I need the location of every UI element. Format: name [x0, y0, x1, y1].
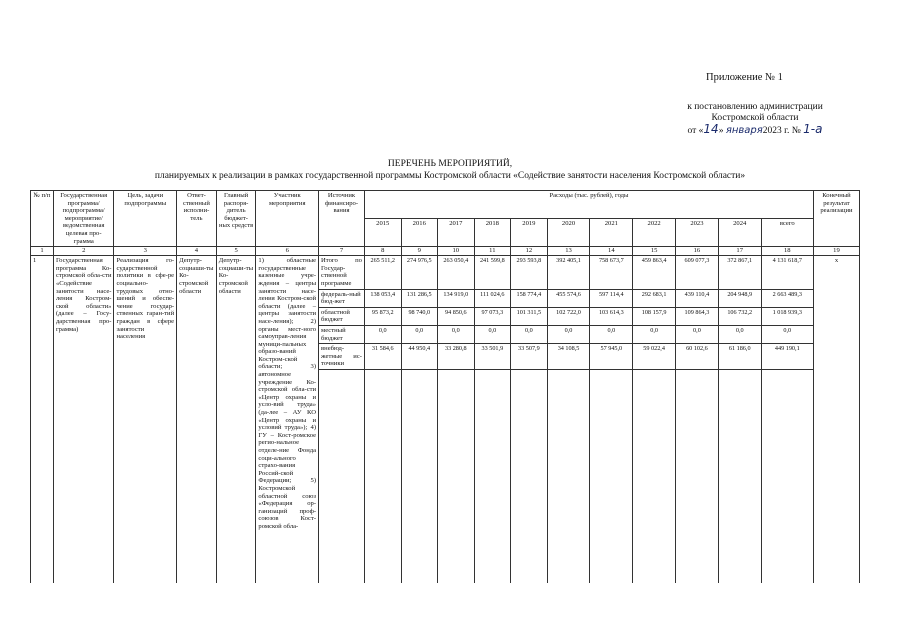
funding-value: 0,0: [511, 325, 548, 343]
header-year: 2016: [401, 219, 438, 247]
empty-cell: [633, 369, 676, 583]
funding-total: 4 131 618,7: [761, 256, 813, 289]
header-year: 2019: [511, 219, 548, 247]
ref-date-line: [680, 124, 830, 137]
decree-reference: [680, 102, 830, 137]
header-goal: Цель, задачи подпрограммы: [114, 191, 177, 247]
ref-line-1: к постановлению администрации: [687, 102, 823, 112]
funding-value: 31 584,6: [364, 344, 401, 370]
funding-value: 265 511,2: [364, 256, 401, 289]
col-number: 15: [633, 247, 676, 256]
col-number: 13: [547, 247, 590, 256]
ref-line-2: Костромской области: [711, 113, 799, 123]
row-participant: 1) областные государственные казенные учре-ждения – центры занятости насе-ления Костром-ской области (далее – центры занятости насе-ления); 2) органы мест-ного самоуправ-ления муници-пальных образо-ваний Костром-ской области; 3) автономное учреждение Ко-стромской обла-сти «Центр охраны и усло-вий труда» (да-лее – АУ КО «Центр охраны и условий труда»); 4) ГУ – Кост-ромское регио-нальное отделе-ние Фонда соци-ального страхо-вания Россий-ской Федерации; 5) Костромской областной союз «Федерация ор-ганизаций проф-союзов Кост-ромской обла-: [256, 256, 319, 583]
row-no: 1: [31, 256, 54, 583]
header-expenses: Расходы (тыс. рублей), годы: [364, 191, 813, 219]
funding-value: 0,0: [718, 325, 761, 343]
title-line-2: планируемых к реализации в рамках государственной программы Костромской области «Содействие занятости населения Костромской области»: [154, 171, 746, 181]
funding-value: 241 599,8: [474, 256, 511, 289]
funding-value: 57 945,0: [590, 344, 633, 370]
col-number: 18: [761, 247, 813, 256]
header-executor: Ответ-ственный исполни-тель: [177, 191, 217, 247]
funding-value: 60 102,6: [676, 344, 719, 370]
funding-value: 59 022,4: [633, 344, 676, 370]
funding-value: 292 683,1: [633, 289, 676, 307]
document-title: [0, 158, 900, 182]
measures-table: [30, 190, 860, 583]
col-number: 3: [114, 247, 177, 256]
empty-cell: [319, 369, 365, 583]
funding-value: 758 673,7: [590, 256, 633, 289]
row-result: х: [813, 256, 859, 583]
col-number: 1: [31, 247, 54, 256]
header-total: всего: [761, 219, 813, 247]
funding-value: 459 863,4: [633, 256, 676, 289]
row-goal: Реализация го-сударственной политики в сфе-ре социально-трудовых отно-шений и обеспе-чение государ-ственных гаран-тий граждан в сфере занятости населения: [114, 256, 177, 583]
appendix-label: Приложение № 1: [706, 72, 783, 83]
funding-value: 204 948,9: [718, 289, 761, 307]
empty-cell: [474, 369, 511, 583]
funding-value: 111 024,6: [474, 289, 511, 307]
header-year: 2022: [633, 219, 676, 247]
funding-value: 33 501,9: [474, 344, 511, 370]
col-number: 11: [474, 247, 511, 256]
funding-source: местный бюджет: [319, 325, 365, 343]
header-no: № п/п: [31, 191, 54, 247]
funding-value: 109 864,3: [676, 307, 719, 325]
ref-from: от «: [687, 126, 704, 136]
funding-value: 0,0: [547, 325, 590, 343]
col-number: 5: [216, 247, 256, 256]
funding-value: 372 867,1: [718, 256, 761, 289]
ref-number: 1-а: [803, 122, 823, 136]
col-number: 2: [53, 247, 114, 256]
header-year: 2024: [718, 219, 761, 247]
funding-value: 101 311,5: [511, 307, 548, 325]
empty-cell: [590, 369, 633, 583]
funding-value: 103 614,3: [590, 307, 633, 325]
empty-cell: [438, 369, 475, 583]
funding-value: 274 976,5: [401, 256, 438, 289]
funding-value: 0,0: [590, 325, 633, 343]
funding-value: 138 053,4: [364, 289, 401, 307]
col-number: 16: [676, 247, 719, 256]
ref-month: января: [725, 125, 763, 136]
header-year: 2023: [676, 219, 719, 247]
header-year: 2020: [547, 219, 590, 247]
funding-value: 106 732,2: [718, 307, 761, 325]
empty-cell: [547, 369, 590, 583]
table-row: [31, 256, 860, 289]
funding-value: 293 593,8: [511, 256, 548, 289]
funding-source: областной бюджет: [319, 307, 365, 325]
funding-value: 102 722,0: [547, 307, 590, 325]
ref-year: 2023 г. №: [762, 126, 801, 136]
empty-cell: [401, 369, 438, 583]
header-result: Конечный результат реализации: [813, 191, 859, 247]
funding-value: 33 280,8: [438, 344, 475, 370]
funding-total: 449 190,1: [761, 344, 813, 370]
header-row-1: [31, 191, 860, 219]
header-source: Источник финансиро-вания: [319, 191, 365, 247]
funding-value: 134 919,0: [438, 289, 475, 307]
funding-value: 0,0: [676, 325, 719, 343]
funding-source: федераль-ный бюд-жет: [319, 289, 365, 307]
col-number: 8: [364, 247, 401, 256]
funding-value: 95 873,2: [364, 307, 401, 325]
funding-value: 34 108,5: [547, 344, 590, 370]
measures-table-wrap: [30, 190, 860, 583]
funding-total: 2 663 489,3: [761, 289, 813, 307]
funding-value: 0,0: [438, 325, 475, 343]
funding-value: 158 774,4: [511, 289, 548, 307]
row-manager: Депутр-социаши-ты Ко-стромской области: [216, 256, 256, 583]
row-executor: Депутр-социаши-ты Ко-стромской области: [177, 256, 217, 583]
col-number: 6: [256, 247, 319, 256]
header-manager: Главный распоря-дитель бюджет-ных средств: [216, 191, 256, 247]
col-number: 17: [718, 247, 761, 256]
empty-cell: [718, 369, 761, 583]
funding-value: 392 405,1: [547, 256, 590, 289]
funding-value: 455 574,6: [547, 289, 590, 307]
header-program: Государственная программа/ подпрограмма/ мероприятие/ ведомственная целевая про-грамма: [53, 191, 114, 247]
empty-cell: [761, 369, 813, 583]
col-number: 7: [319, 247, 365, 256]
funding-value: 263 050,4: [438, 256, 475, 289]
title-line-1: ПЕРЕЧЕНЬ МЕРОПРИЯТИЙ,: [387, 159, 513, 169]
header-year: 2021: [590, 219, 633, 247]
header-participant: Участник мероприятия: [256, 191, 319, 247]
funding-value: 0,0: [474, 325, 511, 343]
funding-total: 1 018 939,3: [761, 307, 813, 325]
funding-value: 0,0: [364, 325, 401, 343]
funding-value: 61 186,0: [718, 344, 761, 370]
funding-value: 98 740,0: [401, 307, 438, 325]
funding-value: 0,0: [633, 325, 676, 343]
funding-value: 597 114,4: [590, 289, 633, 307]
column-number-row: [31, 247, 860, 256]
funding-total: 0,0: [761, 325, 813, 343]
empty-cell: [676, 369, 719, 583]
col-number: 19: [813, 247, 859, 256]
ref-mid: »: [718, 126, 724, 136]
header-year: 2018: [474, 219, 511, 247]
col-number: 9: [401, 247, 438, 256]
col-number: 4: [177, 247, 217, 256]
header-year: 2017: [438, 219, 475, 247]
row-program: Государственная программа Ко-стромской обла-сти «Содействие занятости насе-ления Костром-ской области» (далее – Госу-дарственная про-грамма): [53, 256, 114, 583]
funding-value: 108 157,9: [633, 307, 676, 325]
empty-cell: [364, 369, 401, 583]
col-number: 10: [438, 247, 475, 256]
funding-value: 44 950,4: [401, 344, 438, 370]
funding-source: внебюд-жетные ис-точники: [319, 344, 365, 370]
ref-day: 14: [703, 122, 719, 136]
funding-value: 0,0: [401, 325, 438, 343]
empty-cell: [511, 369, 548, 583]
col-number: 14: [590, 247, 633, 256]
funding-value: 33 507,9: [511, 344, 548, 370]
funding-value: 94 850,6: [438, 307, 475, 325]
funding-source: Итого по Государ-ственной программе: [319, 256, 365, 289]
funding-value: 439 110,4: [676, 289, 719, 307]
col-number: 12: [511, 247, 548, 256]
header-year: 2015: [364, 219, 401, 247]
funding-value: 97 073,3: [474, 307, 511, 325]
funding-value: 131 286,5: [401, 289, 438, 307]
funding-value: 609 077,3: [676, 256, 719, 289]
